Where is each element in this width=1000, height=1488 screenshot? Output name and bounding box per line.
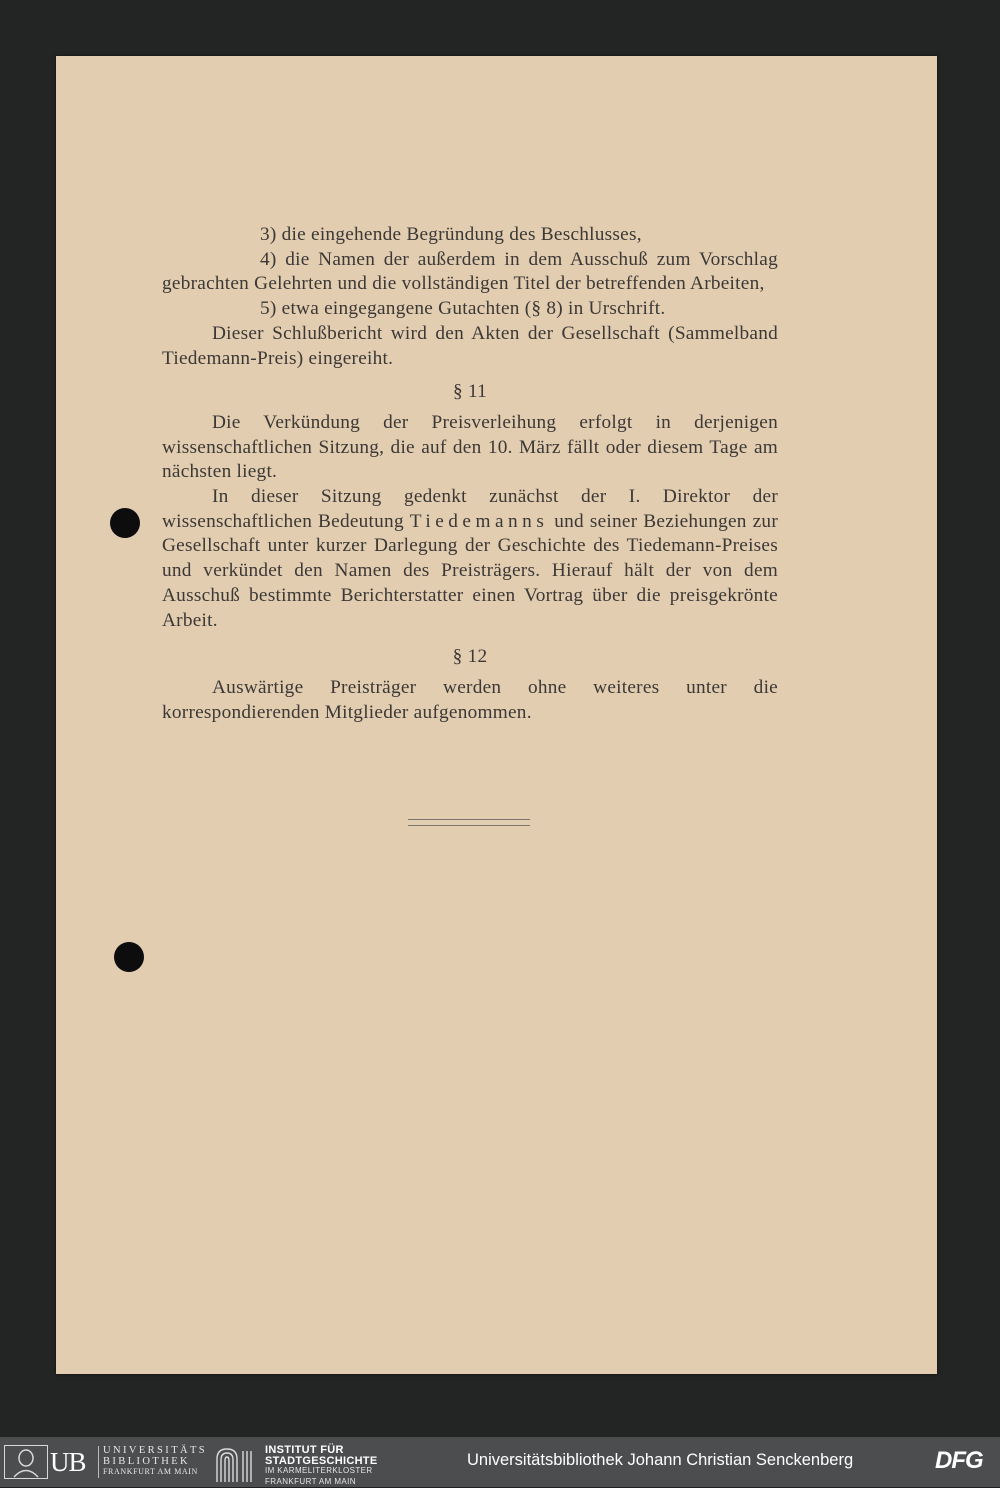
ub-logo-line-3: FRANKFURT AM MAIN bbox=[103, 1467, 198, 1476]
ub-logo-text bbox=[98, 1446, 207, 1478]
ub-logo[interactable] bbox=[4, 1445, 208, 1479]
name-tiedemanns: Tiedemanns bbox=[409, 510, 549, 532]
document-page bbox=[56, 56, 937, 1374]
isg-arches-icon bbox=[213, 1445, 257, 1483]
section-heading-12: § 12 bbox=[452, 646, 488, 668]
list-item-3: 3) die eingehende Begründung des Beschlusses, bbox=[260, 224, 642, 245]
footer-bar bbox=[0, 1437, 1000, 1487]
section-heading-11: § 11 bbox=[452, 381, 488, 403]
isg-logo-line-1: INSTITUT FÜR bbox=[265, 1444, 344, 1456]
ub-letters: UB bbox=[50, 1447, 86, 1477]
ub-bust-icon bbox=[4, 1445, 48, 1479]
paragraph-verkuendung: Die Verkündung der Preisverleihung erfolgt in derjenigen wissenschaftlichen Sitzung, die auf den 10. März fällt oder diesem Tage am nächsten liegt. bbox=[162, 411, 778, 483]
ub-logo-line-2: BIBLIOTHEK bbox=[103, 1455, 190, 1467]
footer-title-link[interactable]: Universitätsbibliothek Johann Christian Senckenberg bbox=[467, 1451, 854, 1469]
isg-logo-line-2: STADTGESCHICHTE bbox=[265, 1454, 378, 1467]
isg-logo-text bbox=[265, 1445, 377, 1487]
paragraph-schlussbericht: Dieser Schlußbericht wird den Akten der Gesellschaft (Sammelband Tiedemann-Preis) eingereiht. bbox=[162, 322, 778, 369]
paragraph-preistraeger: Auswärtige Preisträger werden ohne weiteres unter die korrespondierenden Mitglieder aufgenommen. bbox=[162, 676, 778, 723]
paragraph-sitzung-end: und seiner Beziehungen zur Gesellschaft unter kurzer Darlegung der Geschichte des Tiedemann-Preises und verkündet den Namen des Preisträgers. Hierauf hält der von dem Ausschuß bestimmte Berichterstatter einen Vortrag über die preisgekrönte Arbeit. bbox=[162, 510, 778, 631]
page-text bbox=[162, 223, 778, 725]
paragraph-sitzung bbox=[162, 485, 778, 633]
ub-logo-line-1: UNIVERSITÄTS bbox=[103, 1445, 208, 1456]
paragraph-sitzung-start: In dieser Sitzung gedenkt zunächst der I. Direktor der wissenschaftlichen Bedeutung bbox=[162, 486, 778, 532]
dfg-logo[interactable]: DFG bbox=[935, 1447, 983, 1474]
punch-hole-upper bbox=[110, 508, 140, 538]
list-item-4: 4) die Namen der außerdem in dem Ausschuß zum Vorschlag gebrachten Gelehrten und die vollständigen Titel der betreffenden Arbeiten, bbox=[162, 248, 778, 295]
list-item-5: 5) etwa eingegangene Gutachten (§ 8) in Urschrift. bbox=[260, 298, 666, 320]
isg-logo-line-4: FRANKFURT AM MAIN bbox=[265, 1476, 356, 1486]
isg-logo-line-3: IM KARMELITERKLOSTER bbox=[265, 1466, 373, 1475]
punch-hole-lower bbox=[114, 942, 144, 972]
end-rule bbox=[408, 819, 530, 826]
isg-logo[interactable] bbox=[213, 1443, 413, 1486]
